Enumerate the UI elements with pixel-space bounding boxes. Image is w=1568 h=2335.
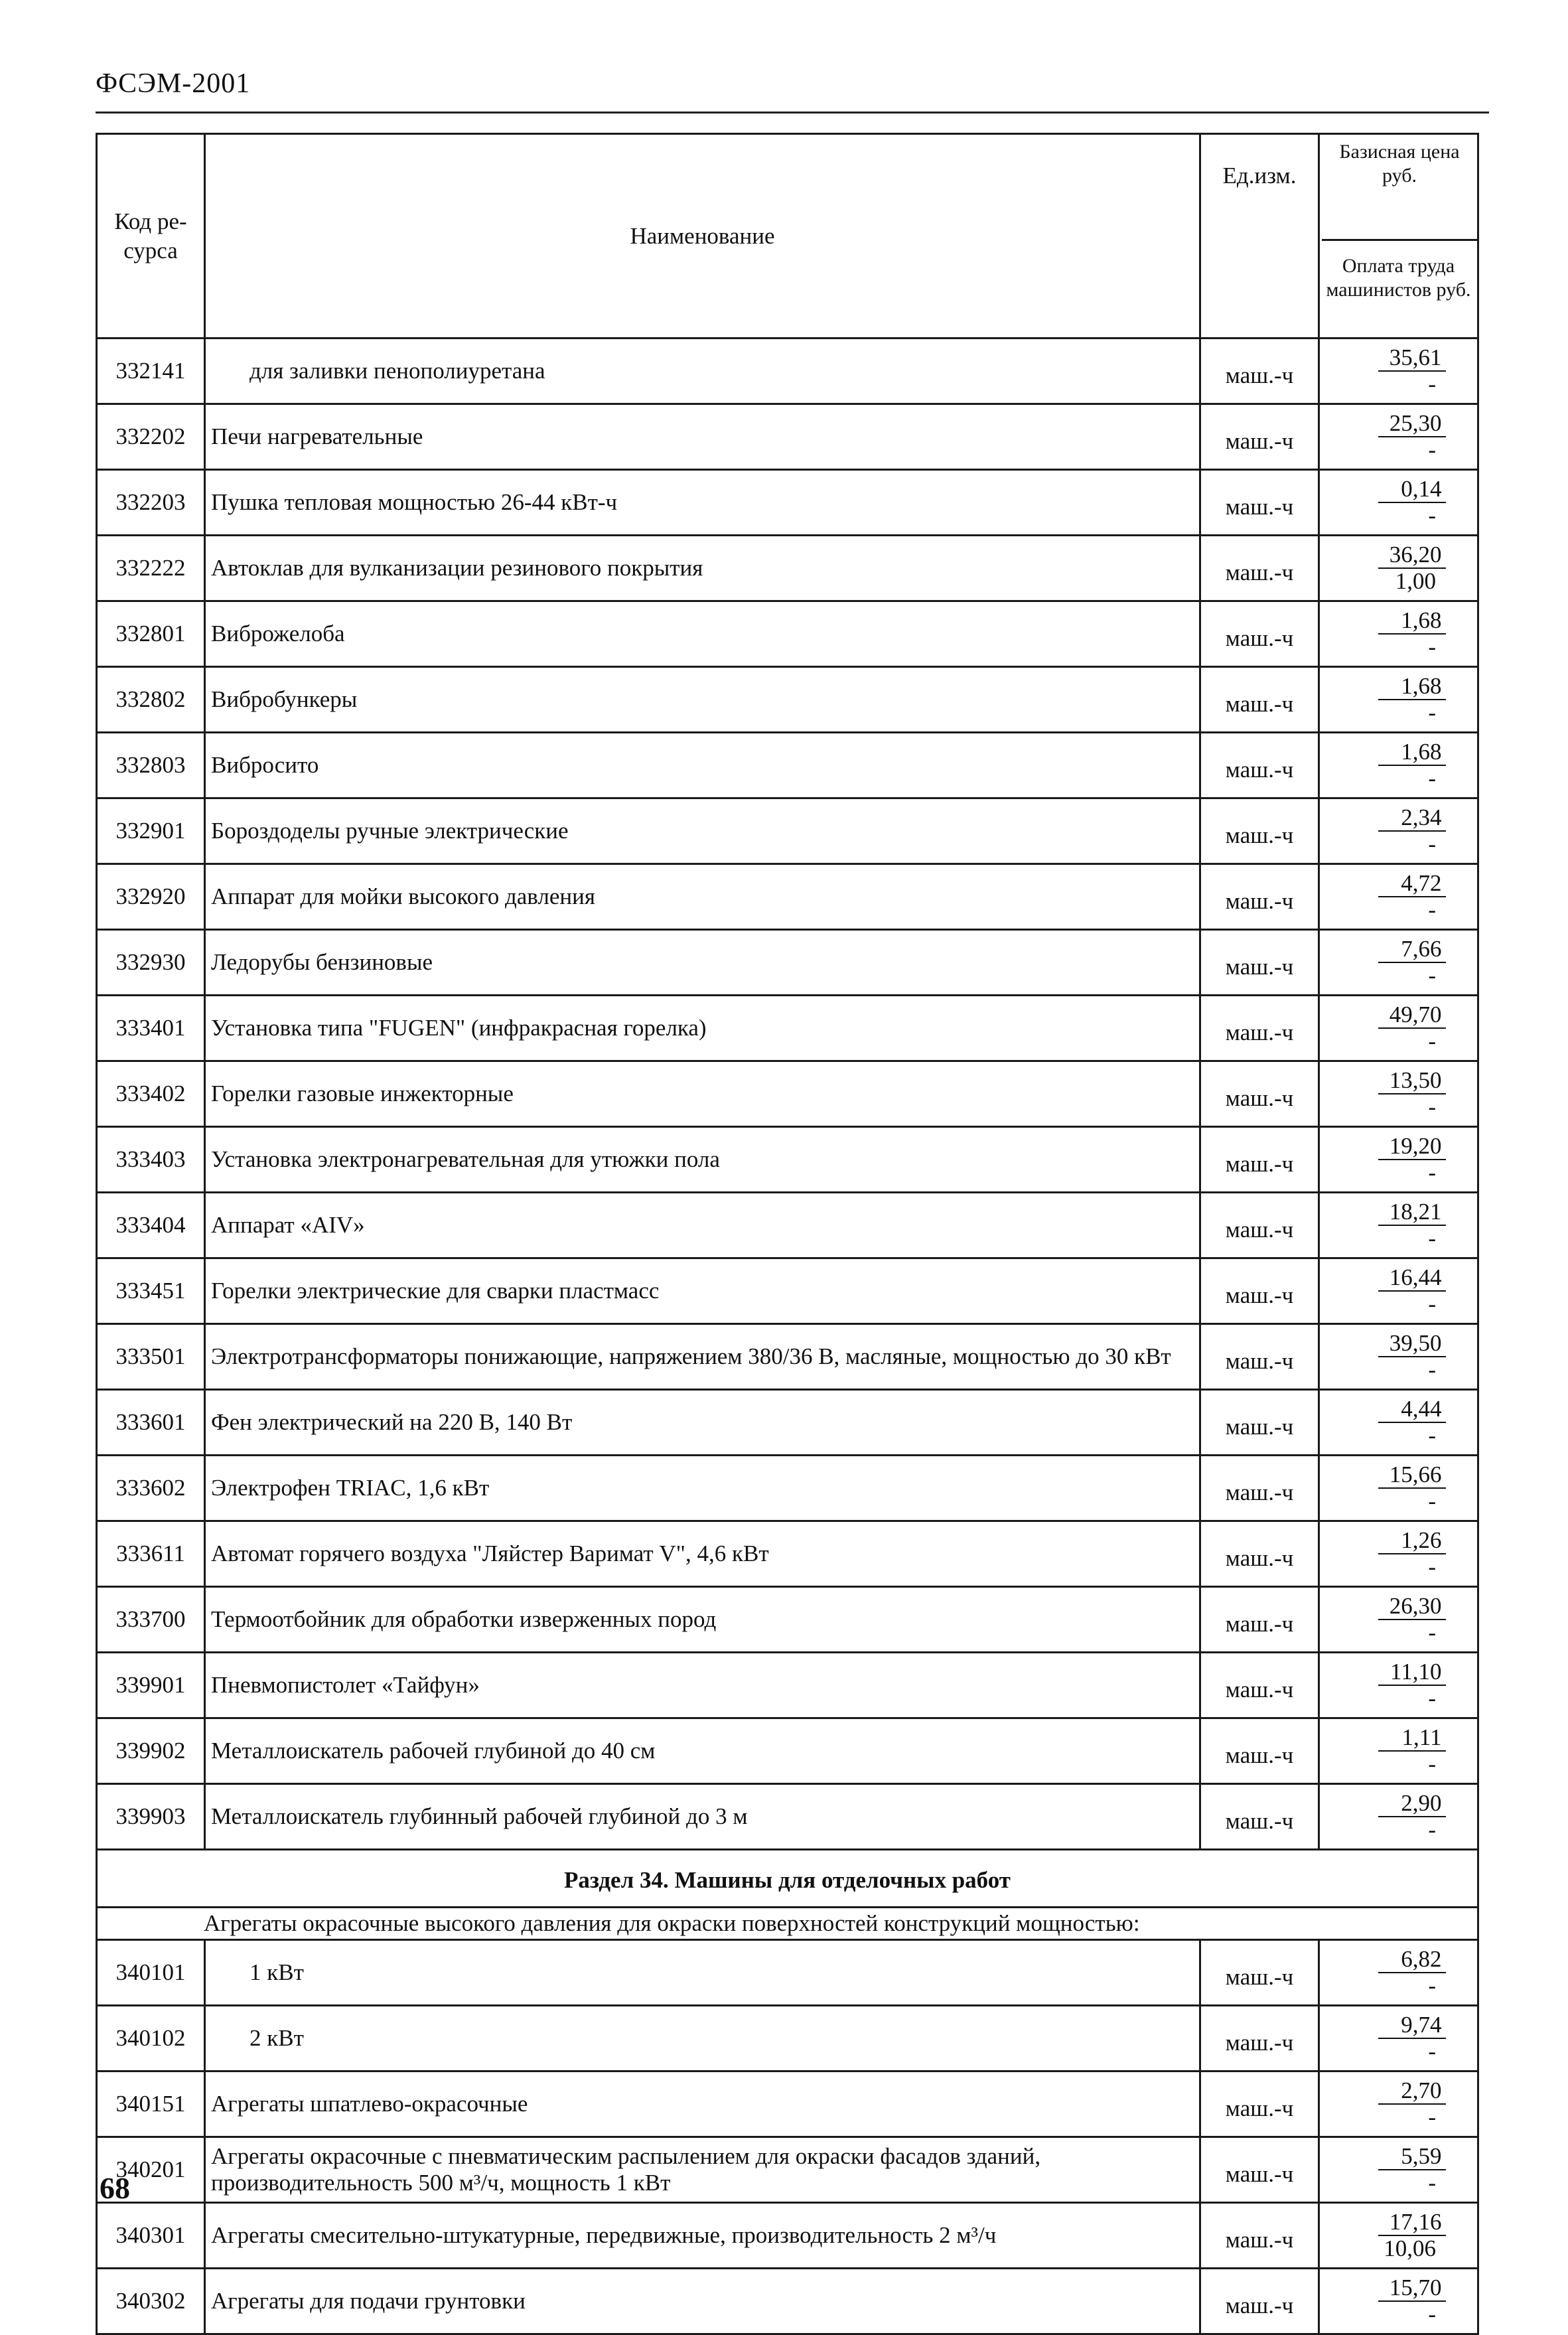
price-cell (1319, 1324, 1478, 1390)
table-row (97, 2071, 1478, 2137)
table-row (97, 996, 1478, 1061)
unit-of-measure: маш.-ч (1200, 1324, 1319, 1390)
operator-wage: - (1428, 897, 1436, 923)
unit-of-measure: маш.-ч (1200, 2071, 1319, 2137)
resource-name: Бороздоделы ручные электрические (205, 798, 1200, 864)
unit-of-measure: маш.-ч (1200, 2203, 1319, 2269)
table-row (97, 1653, 1478, 1718)
operator-wage: - (1428, 1488, 1436, 1514)
operator-wage: - (1428, 1751, 1436, 1777)
resource-name: Металлоискатель глубинный рабочей глубиной до 3 м (205, 1784, 1200, 1850)
base-price: 35,61 (1378, 345, 1446, 372)
unit-of-measure: маш.-ч (1200, 1940, 1319, 2006)
resource-code: 333700 (97, 1587, 205, 1653)
price-cell (1319, 2071, 1478, 2137)
price-cell (1319, 2269, 1478, 2334)
resource-code: 333402 (97, 1061, 205, 1127)
unit-of-measure: маш.-ч (1200, 798, 1319, 864)
price-cell (1319, 667, 1478, 733)
base-price: 9,74 (1378, 2012, 1446, 2039)
table-row (97, 1258, 1478, 1324)
operator-wage: - (1428, 634, 1436, 660)
resource-code: 332802 (97, 667, 205, 733)
operator-wage: - (1428, 2170, 1436, 2196)
table-row (97, 2006, 1478, 2071)
resource-code: 340302 (97, 2269, 205, 2334)
operator-wage: - (1428, 1685, 1436, 1711)
table-row (97, 667, 1478, 733)
base-price: 16,44 (1378, 1265, 1446, 1292)
resource-code: 340151 (97, 2071, 205, 2137)
resource-code: 339903 (97, 1784, 205, 1850)
unit-of-measure: маш.-ч (1200, 2137, 1319, 2203)
base-price: 39,50 (1378, 1331, 1446, 1357)
table-row (97, 1718, 1478, 1784)
unit-of-measure: маш.-ч (1200, 1456, 1319, 1521)
header-unit: Ед.изм. (1200, 134, 1319, 339)
operator-wage: - (1428, 1357, 1436, 1383)
operator-wage: - (1428, 2038, 1436, 2064)
base-price: 18,21 (1378, 1199, 1446, 1226)
price-cell (1319, 1258, 1478, 1324)
resource-code: 333403 (97, 1127, 205, 1193)
resource-name: для заливки пенополиуретана (205, 339, 1200, 404)
base-price: 15,66 (1378, 1462, 1446, 1489)
unit-of-measure: маш.-ч (1200, 930, 1319, 996)
section-title: Раздел 34. Машины для отделочных работ (97, 1850, 1478, 1908)
running-header: ФСЭМ-2001 (96, 68, 251, 99)
resource-name: Установка типа "FUGEN" (инфракрасная горелка) (205, 996, 1200, 1061)
unit-of-measure: маш.-ч (1200, 1718, 1319, 1784)
resource-code: 339902 (97, 1718, 205, 1784)
base-price: 36,20 (1378, 542, 1446, 569)
resource-code: 333611 (97, 1521, 205, 1587)
price-cell (1319, 2203, 1478, 2269)
resource-name: Вибробункеры (205, 667, 1200, 733)
unit-of-measure: маш.-ч (1200, 733, 1319, 798)
unit-of-measure: маш.-ч (1200, 2269, 1319, 2334)
base-price: 4,72 (1378, 871, 1446, 897)
price-cell (1319, 1940, 1478, 2006)
price-cell (1319, 470, 1478, 536)
unit-of-measure: маш.-ч (1200, 339, 1319, 404)
price-cell (1319, 2006, 1478, 2071)
unit-of-measure: маш.-ч (1200, 1258, 1319, 1324)
price-cell (1319, 339, 1478, 404)
table-row (97, 404, 1478, 470)
operator-wage: - (1428, 1422, 1436, 1448)
unit-of-measure: маш.-ч (1200, 667, 1319, 733)
resource-name: Горелки электрические для сварки пластмасс (205, 1258, 1200, 1324)
table-row (97, 1940, 1478, 2006)
table-row (97, 1193, 1478, 1258)
table-row (97, 536, 1478, 601)
unit-of-measure: маш.-ч (1200, 1653, 1319, 1718)
table-row (97, 733, 1478, 798)
resource-name: Агрегаты шпатлево-окрасочные (205, 2071, 1200, 2137)
base-price: 1,68 (1378, 674, 1446, 700)
price-cell (1319, 1521, 1478, 1587)
table-row (97, 1127, 1478, 1193)
table-row (97, 930, 1478, 996)
resource-name: Термоотбойник для обработки изверженных пород (205, 1587, 1200, 1653)
base-price: 11,10 (1378, 1659, 1446, 1686)
operator-wage: 10,06 (1384, 2235, 1436, 2261)
header-rule (96, 112, 1489, 113)
section-row (97, 1850, 1478, 1908)
unit-of-measure: маш.-ч (1200, 2006, 1319, 2071)
table-row (97, 1521, 1478, 1587)
unit-of-measure: маш.-ч (1200, 1784, 1319, 1850)
operator-wage: - (1428, 1291, 1436, 1317)
resource-code: 333501 (97, 1324, 205, 1390)
base-price: 5,59 (1378, 2144, 1446, 2170)
base-price: 1,26 (1378, 1528, 1446, 1554)
resource-code: 340101 (97, 1940, 205, 2006)
base-price: 0,14 (1378, 477, 1446, 503)
price-cell (1319, 1587, 1478, 1653)
price-cell (1319, 996, 1478, 1061)
header-price (1319, 134, 1478, 339)
resource-code: 333451 (97, 1258, 205, 1324)
unit-of-measure: маш.-ч (1200, 1127, 1319, 1193)
price-cell (1319, 1718, 1478, 1784)
price-cell (1319, 601, 1478, 667)
base-price: 2,90 (1378, 1791, 1446, 1817)
base-price: 13,50 (1378, 1068, 1446, 1094)
operator-wage: - (1428, 1554, 1436, 1580)
unit-of-measure: маш.-ч (1200, 1587, 1319, 1653)
base-price: 7,66 (1378, 937, 1446, 963)
resource-code: 340102 (97, 2006, 205, 2071)
operator-wage: - (1428, 1094, 1436, 1120)
table-row (97, 1784, 1478, 1850)
resource-name: Аппарат «AIV» (205, 1193, 1200, 1258)
resource-code: 340301 (97, 2203, 205, 2269)
resource-code: 332920 (97, 864, 205, 930)
price-cell (1319, 1653, 1478, 1718)
resource-name: Пушка тепловая мощностью 26-44 кВт-ч (205, 470, 1200, 536)
operator-wage: - (1428, 1619, 1436, 1645)
base-price: 17,16 (1378, 2210, 1446, 2236)
base-price: 2,34 (1378, 805, 1446, 832)
operator-wage: - (1428, 962, 1436, 988)
section-subtitle: Агрегаты окрасочные высокого давления для окраски поверхностей конструкций мощностью: (97, 1908, 1478, 1940)
price-cell (1319, 2137, 1478, 2203)
resource-name: Автоклав для вулканизации резинового покрытия (205, 536, 1200, 601)
unit-of-measure: маш.-ч (1200, 996, 1319, 1061)
operator-wage: - (1428, 1973, 1436, 1998)
resource-name: Ледорубы бензиновые (205, 930, 1200, 996)
resource-name: Автомат горячего воздуха "Ляйстер Варимат V", 4,6 кВт (205, 1521, 1200, 1587)
resource-code: 339901 (97, 1653, 205, 1718)
header-price-base: Базисная цена руб. (1322, 135, 1477, 241)
table-row (97, 1061, 1478, 1127)
base-price: 4,44 (1378, 1396, 1446, 1423)
unit-of-measure: маш.-ч (1200, 1193, 1319, 1258)
resource-name: Горелки газовые инжекторные (205, 1061, 1200, 1127)
base-price: 26,30 (1378, 1594, 1446, 1620)
unit-of-measure: маш.-ч (1200, 1061, 1319, 1127)
price-cell (1319, 404, 1478, 470)
header-code: Код ре-сурса (97, 134, 205, 339)
resource-name: 2 кВт (205, 2006, 1200, 2071)
header-name: Наименование (205, 134, 1200, 339)
resource-name: Агрегаты смесительно-штукатурные, передвижные, производительность 2 м³/ч (205, 2203, 1200, 2269)
price-cell (1319, 1390, 1478, 1456)
resource-code: 332222 (97, 536, 205, 601)
table-row (97, 864, 1478, 930)
resource-name: Вибросито (205, 733, 1200, 798)
resource-code: 333404 (97, 1193, 205, 1258)
base-price: 25,30 (1378, 411, 1446, 437)
resource-code: 332803 (97, 733, 205, 798)
operator-wage: - (1428, 831, 1436, 857)
operator-wage: - (1428, 1160, 1436, 1185)
price-cell (1319, 930, 1478, 996)
resource-name: Электрофен TRIAC, 1,6 кВт (205, 1456, 1200, 1521)
table-row (97, 1390, 1478, 1456)
operator-wage: - (1428, 502, 1436, 528)
base-price: 1,11 (1378, 1725, 1446, 1752)
price-cell (1319, 1193, 1478, 1258)
unit-of-measure: маш.-ч (1200, 470, 1319, 536)
resource-name: Металлоискатель рабочей глубиной до 40 см (205, 1718, 1200, 1784)
base-price: 6,82 (1378, 1947, 1446, 1973)
resource-name: Виброжелоба (205, 601, 1200, 667)
table-row (97, 470, 1478, 536)
resource-code: 332801 (97, 601, 205, 667)
table-row (97, 1324, 1478, 1390)
table-row (97, 1587, 1478, 1653)
table-row (97, 2203, 1478, 2269)
resource-code: 332901 (97, 798, 205, 864)
price-cell (1319, 1127, 1478, 1193)
resource-code: 332141 (97, 339, 205, 404)
operator-wage: - (1428, 437, 1436, 463)
table-row (97, 798, 1478, 864)
table-row (97, 2269, 1478, 2334)
unit-of-measure: маш.-ч (1200, 1390, 1319, 1456)
resource-code: 332202 (97, 404, 205, 470)
resource-name: Аппарат для мойки высокого давления (205, 864, 1200, 930)
resource-name: Агрегаты для подачи грунтовки (205, 2269, 1200, 2334)
resource-name: Электротрансформаторы понижающие, напряжением 380/36 В, масляные, мощностью до 30 кВт (205, 1324, 1200, 1390)
price-cell (1319, 733, 1478, 798)
base-price: 2,70 (1378, 2078, 1446, 2105)
base-price: 15,70 (1378, 2275, 1446, 2302)
resource-code: 332930 (97, 930, 205, 996)
table-row (97, 2137, 1478, 2203)
table-header-row (97, 134, 1478, 339)
table-row (97, 601, 1478, 667)
base-price: 1,68 (1378, 608, 1446, 635)
resource-code: 333401 (97, 996, 205, 1061)
base-price: 19,20 (1378, 1134, 1446, 1160)
resource-name: Фен электрический на 220 В, 140 Вт (205, 1390, 1200, 1456)
operator-wage: - (1428, 765, 1436, 791)
resource-code: 333602 (97, 1456, 205, 1521)
resource-table (96, 133, 1479, 2335)
resource-name: Установка электронагревательная для утюжки пола (205, 1127, 1200, 1193)
operator-wage: 1,00 (1395, 568, 1436, 594)
operator-wage: - (1428, 371, 1436, 397)
resource-name: 1 кВт (205, 1940, 1200, 2006)
operator-wage: - (1428, 1028, 1436, 1054)
unit-of-measure: маш.-ч (1200, 601, 1319, 667)
table-row (97, 339, 1478, 404)
operator-wage: - (1428, 1817, 1436, 1843)
page-number: 68 (100, 2171, 130, 2205)
price-cell (1319, 536, 1478, 601)
unit-of-measure: маш.-ч (1200, 864, 1319, 930)
resource-code: 340201 (97, 2137, 205, 2203)
price-cell (1319, 1456, 1478, 1521)
resource-name: Агрегаты окрасочные с пневматическим распылением для окраски фасадов зданий, производительность 500 м³/ч, мощность 1 кВт (205, 2137, 1200, 2203)
price-cell (1319, 798, 1478, 864)
header-price-wage: Оплата труда машинистов руб. (1326, 255, 1471, 301)
resource-code: 333601 (97, 1390, 205, 1456)
base-price: 49,70 (1378, 1002, 1446, 1029)
price-cell (1319, 1061, 1478, 1127)
operator-wage: - (1428, 1225, 1436, 1251)
unit-of-measure: маш.-ч (1200, 1521, 1319, 1587)
operator-wage: - (1428, 700, 1436, 725)
resource-name: Печи нагревательные (205, 404, 1200, 470)
section-subtitle-row (97, 1908, 1478, 1940)
table-row (97, 1456, 1478, 1521)
operator-wage: - (1428, 2301, 1436, 2327)
price-cell (1319, 864, 1478, 930)
resource-code: 332203 (97, 470, 205, 536)
unit-of-measure: маш.-ч (1200, 404, 1319, 470)
price-cell (1319, 1784, 1478, 1850)
unit-of-measure: маш.-ч (1200, 536, 1319, 601)
base-price: 1,68 (1378, 739, 1446, 766)
resource-name: Пневмопистолет «Тайфун» (205, 1653, 1200, 1718)
operator-wage: - (1428, 2104, 1436, 2130)
